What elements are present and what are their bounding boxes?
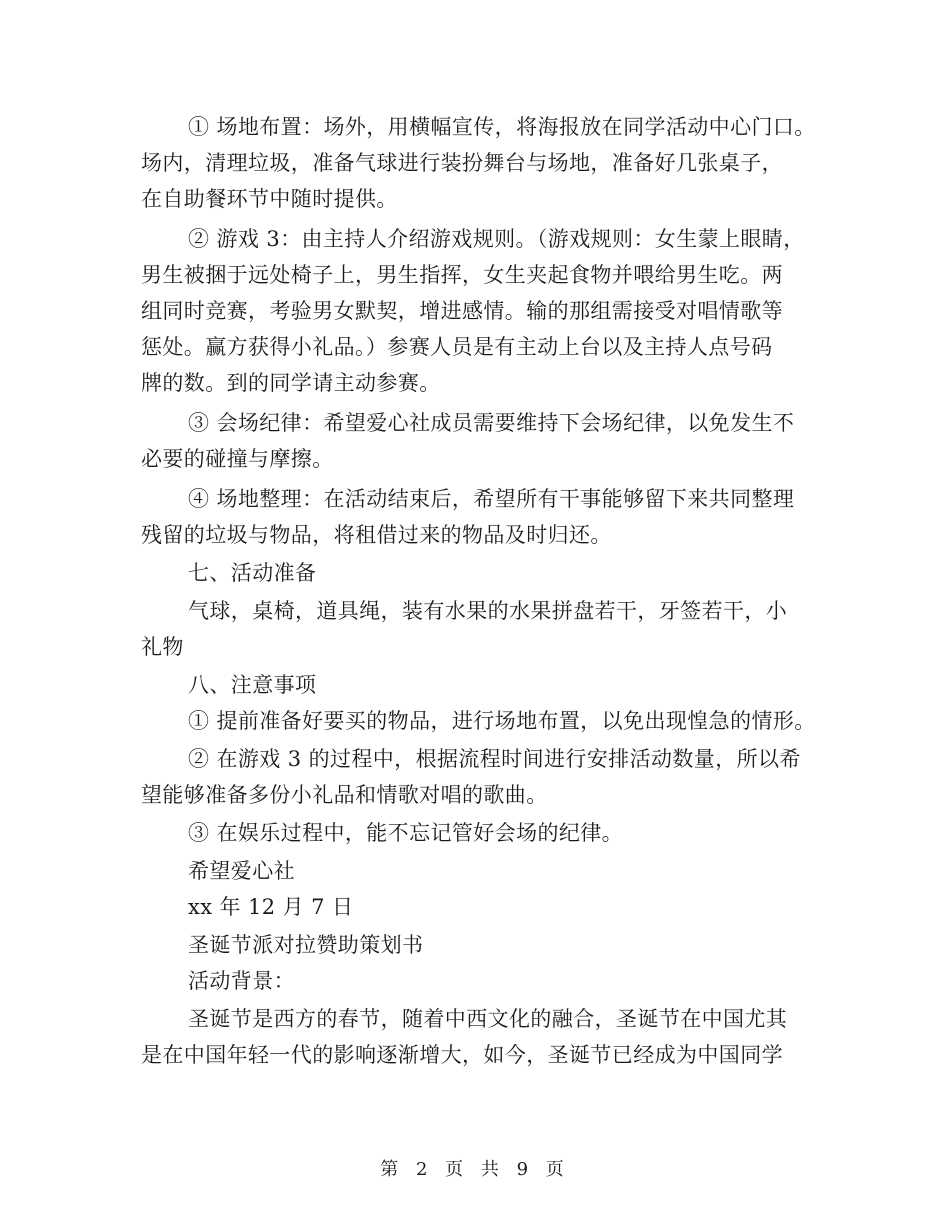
text-line: ① 场地布置：场外，用横幅宣传，将海报放在同学活动中心门口。 [188,115,816,139]
text-line: 组同时竞赛，考验男女默契，增进感情。输的那组需接受对唱情歌等 [141,299,783,323]
text-line: ③ 在娱乐过程中，能不忘记管好会场的纪律。 [188,821,624,845]
text-line: ④ 场地整理：在活动结束后，希望所有干事能够留下来共同整理 [188,487,795,511]
text-line: 气球，桌椅，道具绳，装有水果的水果拼盘若干，牙签若干，小 [188,599,788,623]
text-line: 场内，清理垃圾，准备气球进行装扮舞台与场地，准备好几张桌子， [141,151,783,175]
text-line: 牌的数。到的同学请主动参赛。 [141,371,441,395]
text-line: ② 游戏 3：由主持人介绍游戏规则。（游戏规则：女生蒙上眼睛， [188,227,805,251]
text-line: 男生被捆于远处椅子上，男生指挥，女生夹起食物并喂给男生吃。两 [141,263,783,287]
text-line: 礼物 [141,635,184,659]
signature-date: xx 年 12 月 7 日 [188,895,354,919]
text-line: 惩处。赢方获得小礼品。）参赛人员是有主动上台以及主持人点号码 [141,335,773,359]
text-line: 在自助餐环节中随时提供。 [141,187,398,211]
document-title: 圣诞节派对拉赞助策划书 [188,933,424,957]
section-heading: 活动背景： [188,969,295,993]
text-line: ② 在游戏 3 的过程中，根据流程时间进行安排活动数量，所以希 [188,747,801,771]
text-line: 残留的垃圾与物品，将租借过来的物品及时归还。 [141,523,612,547]
page-number: 第 2 页 共 9 页 [380,1159,570,1180]
text-line: 必要的碰撞与摩擦。 [141,447,334,471]
text-line: ③ 会场纪律：希望爱心社成员需要维持下会场纪律，以免发生不 [188,411,795,435]
section-heading: 七、活动准备 [188,561,317,585]
signature-org: 希望爱心社 [188,859,295,883]
text-line: ① 提前准备好要买的物品，进行场地布置，以免出现惶急的情形。 [188,709,816,733]
text-line: 是在中国年轻一代的影响逐渐增大，如今，圣诞节已经成为中国同学 [141,1043,783,1067]
text-line: 望能够准备多份小礼品和情歌对唱的歌曲。 [141,783,548,807]
section-heading: 八、注意事项 [188,673,317,697]
text-line: 圣诞节是西方的春节，随着中西文化的融合，圣诞节在中国尤其 [188,1007,788,1031]
